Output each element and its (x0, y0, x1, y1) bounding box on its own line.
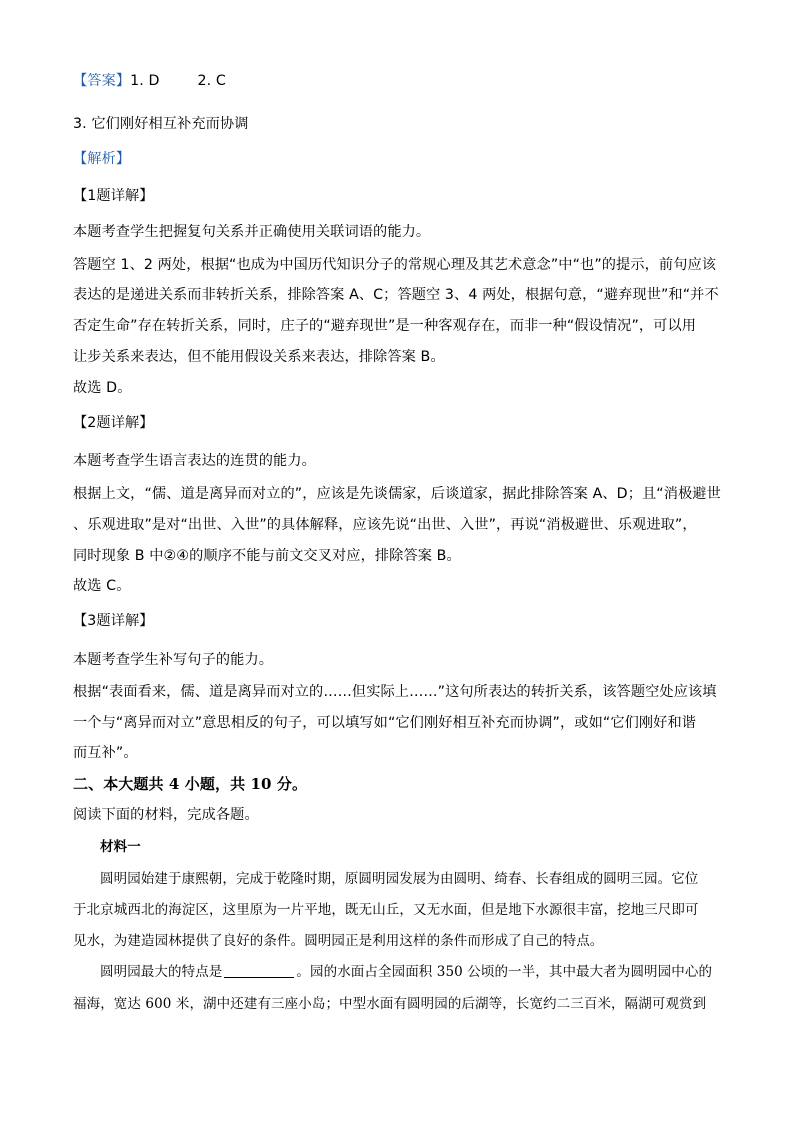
detail-2-line: 同时现象 B 中②④的顺序不能与前文交叉对应，排除答案 B。 (73, 548, 461, 564)
detail-1-title: 【1题详解】 (73, 188, 154, 204)
detail-1-line: 让步关系来表达，但不能用假设关系来表达，排除答案 B。 (73, 349, 445, 365)
material-line: 见水，为建造园林提供了良好的条件。圆明园正是利用这样的条件而形成了自己的特点。 (73, 933, 604, 949)
answer-tag: 【答案】 (73, 73, 131, 89)
detail-2-line: 、乐观进取”是对“出世、入世”的具体解释，应该先说“出世、入世”，再说“消极避世、乐观进取”， (73, 517, 697, 533)
detail-1-line: 答题空 1、2 两处，根据“也成为中国历代知识分子的常规心理及其艺术意念”中“也”的提示，前句应该 (73, 257, 717, 273)
detail-3-line: 本题考查学生补写句子的能力。 (73, 652, 274, 668)
section-instruction: 阅读下面的材料，完成各题。 (73, 807, 259, 823)
detail-2-line: 根据上文，“儒、道是离异而对立的”，应该是先谈儒家，后谈道家，据此排除答案 A、D；且“消极避世 (73, 486, 721, 502)
material-text: 。园的水面占全园面积 350 公顷的一半，其中最大者为圆明园中心的 (296, 964, 713, 980)
detail-2-line: 故选 C。 (73, 578, 131, 594)
material-line: 圆明园始建于康熙朝，完成于乾隆时期，原圆明园发展为由圆明、绮春、长春组成的圆明三园。它位 (100, 871, 699, 887)
detail-2-title: 【2题详解】 (73, 415, 154, 431)
fill-in-blank[interactable] (224, 963, 294, 978)
material-text: 圆明园最大的特点是 (100, 964, 223, 980)
detail-1-line: 本题考查学生把握复句关系并正确使用关联词语的能力。 (73, 224, 431, 240)
detail-3-line: 而互补”。 (73, 745, 138, 761)
detail-1-line: 故选 D。 (73, 380, 132, 396)
material-para2-first-line (100, 963, 760, 981)
section-heading: 二、本大题共 4 小题，共 10 分。 (73, 775, 308, 793)
detail-3-line: 一个与“离异而对立”意思相反的句子，可以填写如“它们刚好相互补充而协调”，或如“它们刚好和谐 (73, 715, 697, 731)
detail-1-line: 否定生命”存在转折关系，同时，庄子的“避弃现世”是一种客观存在，而非一种“假设情况”，可以用 (73, 318, 697, 334)
detail-3-title: 【3题详解】 (73, 613, 154, 629)
material-title: 材料一 (100, 839, 141, 855)
answer-line (73, 72, 733, 90)
detail-1-line: 表达的是递进关系而非转折关系，排除答案 A、C；答题空 3、4 两处，根据句意，“避弃现世”和“并不 (73, 287, 719, 303)
detail-2-line: 本题考查学生语言表达的连贯的能力。 (73, 453, 316, 469)
answer-q1: 1. D (130, 73, 160, 89)
material-line: 福海，宽达 600 米，湖中还建有三座小岛；中型水面有圆明园的后湖等，长宽约二三百米，隔湖可观赏到 (73, 996, 707, 1012)
answer-q3: 3. 它们刚好相互补充而协调 (73, 116, 249, 132)
material-line: 于北京城西北的海淀区，这里原为一片平地，既无山丘，又无水面，但是地下水源很丰富，挖地三尺即可 (73, 902, 699, 918)
analysis-tag: 【解析】 (73, 151, 131, 167)
detail-3-line: 根据“表面看来，儒、道是离异而对立的……但实际上……”这句所表达的转折关系，该答题空处应该填 (73, 684, 717, 700)
answer-q2: 2. C (197, 73, 226, 89)
